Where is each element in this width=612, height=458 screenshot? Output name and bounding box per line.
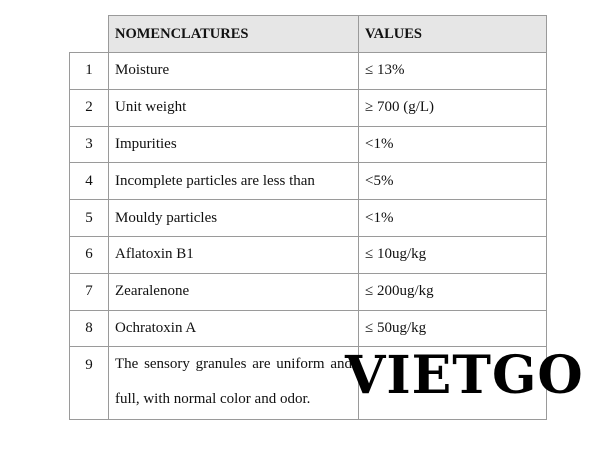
row-number: 8 bbox=[70, 310, 109, 347]
row-value: <5% bbox=[359, 163, 547, 200]
header-nomenclatures: NOMENCLATURES bbox=[109, 16, 359, 53]
row-number: 5 bbox=[70, 200, 109, 237]
row-value: ≥ 700 (g/L) bbox=[359, 89, 547, 126]
table-row bbox=[70, 236, 547, 273]
row-number: 2 bbox=[70, 89, 109, 126]
vietgo-watermark: VIETGO bbox=[345, 345, 584, 406]
row-value: <1% bbox=[359, 200, 547, 237]
row-value: ≤ 200ug/kg bbox=[359, 273, 547, 310]
row-number: 3 bbox=[70, 126, 109, 163]
table-row bbox=[70, 310, 547, 347]
row-nomenclature: Incomplete particles are less than bbox=[109, 163, 359, 200]
row-nomenclature: The sensory granules are uniform and full, with normal color and odor. bbox=[109, 347, 359, 420]
table-header-row bbox=[70, 16, 547, 53]
row-number: 6 bbox=[70, 236, 109, 273]
row-value: ≤ 13% bbox=[359, 53, 547, 90]
header-blank-cell bbox=[70, 16, 109, 53]
table-row bbox=[70, 273, 547, 310]
table-row bbox=[70, 89, 547, 126]
table-row bbox=[70, 200, 547, 237]
row-nomenclature: Impurities bbox=[109, 126, 359, 163]
row-nomenclature: Ochratoxin A bbox=[109, 310, 359, 347]
header-values: VALUES bbox=[359, 16, 547, 53]
table-row bbox=[70, 163, 547, 200]
row-nomenclature: Zearalenone bbox=[109, 273, 359, 310]
row-number: 4 bbox=[70, 163, 109, 200]
table-row bbox=[70, 126, 547, 163]
row-number: 7 bbox=[70, 273, 109, 310]
row-value: ≤ 10ug/kg bbox=[359, 236, 547, 273]
row-nomenclature: Mouldy particles bbox=[109, 200, 359, 237]
table-row bbox=[70, 53, 547, 90]
row-nomenclature: Aflatoxin B1 bbox=[109, 236, 359, 273]
row-number: 9 bbox=[70, 347, 109, 420]
row-value: <1% bbox=[359, 126, 547, 163]
row-value: ≤ 50ug/kg bbox=[359, 310, 547, 347]
row-number: 1 bbox=[70, 53, 109, 90]
row-nomenclature: Unit weight bbox=[109, 89, 359, 126]
row-nomenclature: Moisture bbox=[109, 53, 359, 90]
